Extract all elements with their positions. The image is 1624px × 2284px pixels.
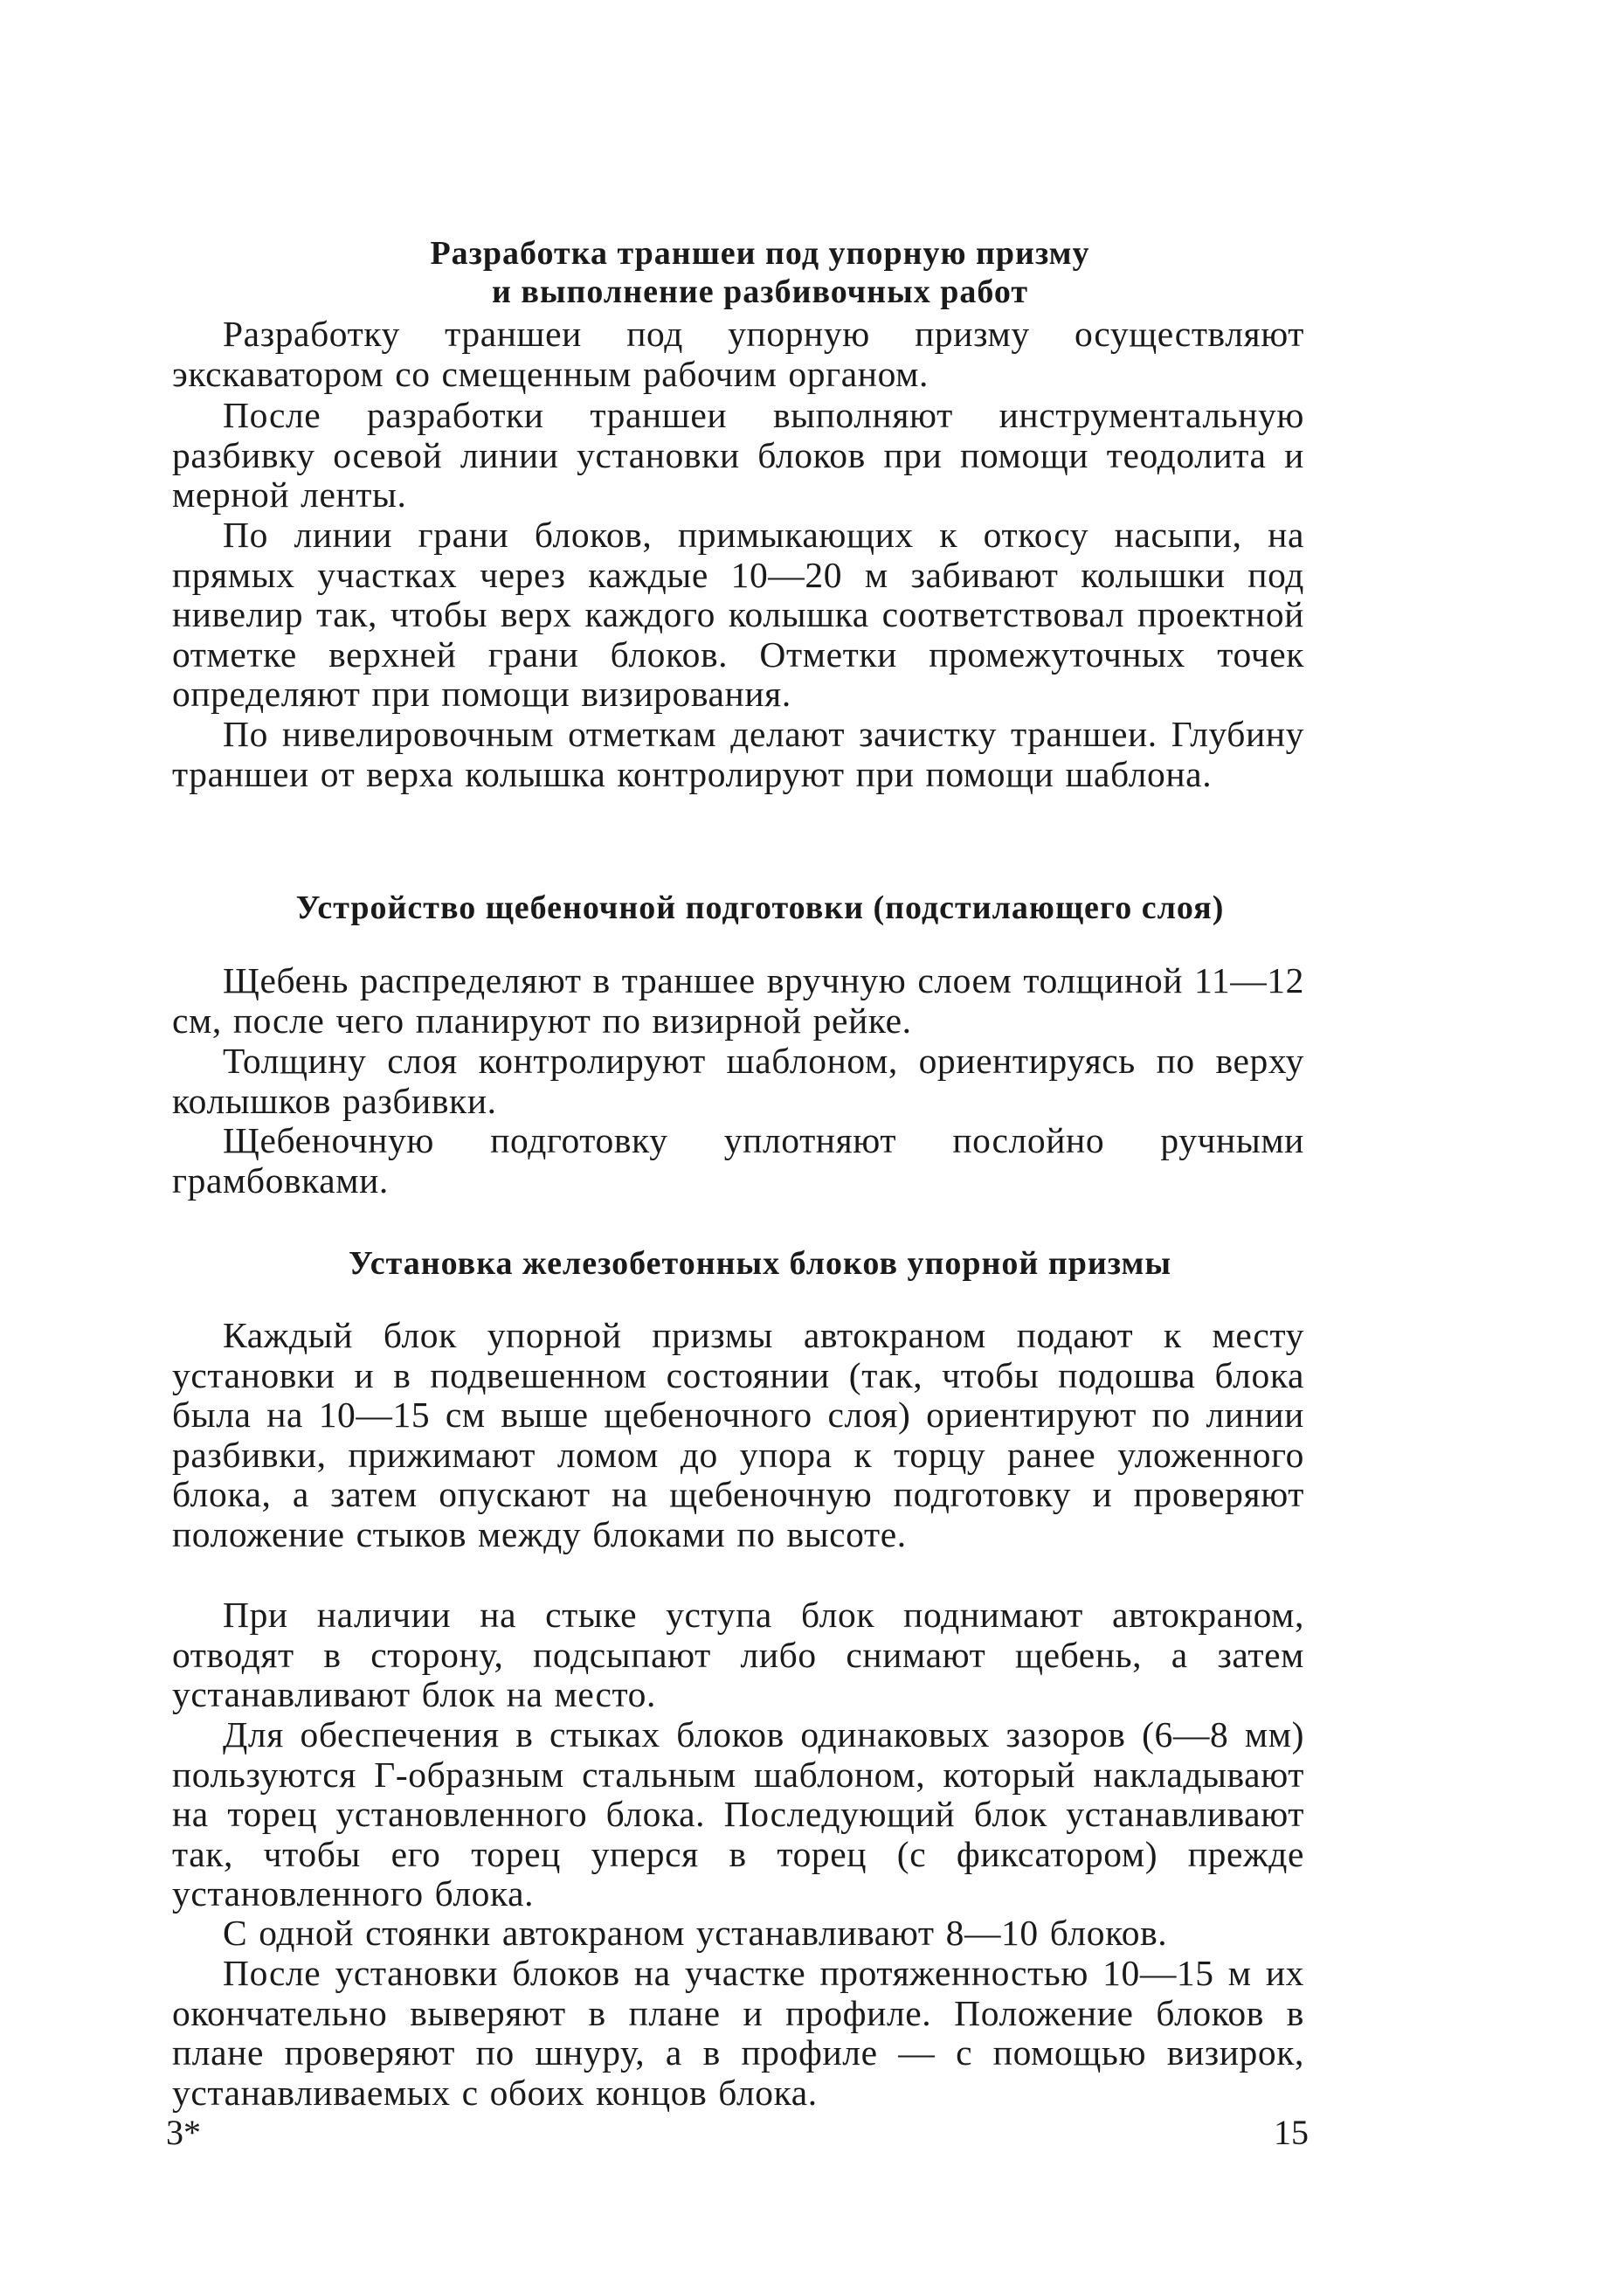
section-1-paragraph-3: По линии грани блоков, примыкающих к откосу насыпи, на прямых участках через каждые 10—20 м забивают колышки под нивелир так, чтобы верх каждого колышка соответствовал проектной отметке верхней грани блоков. Отметки промежуточных точек определяют при помощи визирования.: [172, 515, 1304, 715]
section-3-title: Установка железобетонных блоков упорной призмы: [348, 1245, 1172, 1282]
section-1-title: [218, 234, 1302, 311]
section-3-paragraph-4: С одной стоянки автокраном устанавливают 8—10 блоков.: [223, 1913, 1168, 1953]
signature-mark: 3*: [166, 2113, 201, 2152]
section-3-paragraph-3: Для обеспечения в стыках блоков одинаковых зазоров (6—8 мм) пользуются Г-образным стальным шаблоном, который накладывают на торец установленного блока. Последующий блок устанавливают так, чтобы его торец уперся в торец (с фиксатором) прежде установленного блока.: [172, 1714, 1304, 1914]
page-number: 15: [1274, 2113, 1309, 2152]
section-1-title-line-1: Разработка траншеи под упорную призму: [430, 235, 1090, 272]
section-3-paragraph-1: Каждый блок упорной призмы автокраном подают к месту установки и в подвешенном состоянии (так, чтобы подошва блока была на 10—15 см выше щебеночного слоя) ориентируют по линии разбивки, прижимают ломом до упора к торцу ранее уложенного блока, а затем опускают на щебеночную подготовку и проверяют положение стыков между блоками по высоте.: [172, 1315, 1304, 1554]
section-1-title-line-2: и выполнение разбивочных работ: [491, 273, 1029, 310]
section-2-paragraph-3: Щебеночную подготовку уплотняют послойно ручными грамбовками.: [172, 1120, 1304, 1201]
section-1-paragraph-4: По нивелировочным отметкам делают зачистку траншеи. Глубину траншеи от верха колышка контролируют при помощи шаблона.: [172, 714, 1304, 794]
section-1-paragraph-1: Разработку траншеи под упорную призму осуществляют экскаватором со смещенным рабочим органом.: [172, 314, 1304, 394]
section-2-title: Устройство щебеночной подготовки (подстилающего слоя): [295, 889, 1225, 926]
section-1-paragraph-2: После разработки траншеи выполняют инструментальную разбивку осевой линии установки блоков при помощи теодолита и мерной ленты.: [172, 395, 1304, 516]
section-2-paragraph-2: Толщину слоя контролируют шаблоном, ориентируясь по верху колышков разбивки.: [172, 1041, 1304, 1121]
section-3-paragraph-2: При наличии на стыке уступа блок поднимают автокраном, отводят в сторону, подсыпают либо снимают щебень, а затем устанавливают блок на место.: [172, 1595, 1304, 1715]
section-3-paragraph-5: После установки блоков на участке протяженностью 10—15 м их окончательно выверяют в плане и профиле. Положение блоков в плане проверяют по шнуру, а в профиле — с помощью визирок, устанавливаемых с обоих концов блока.: [172, 1953, 1304, 2113]
section-2-paragraph-1: Щебень распределяют в траншее вручную слоем толщиной 11—12 см, после чего планируют по визирной рейке.: [172, 960, 1304, 1041]
